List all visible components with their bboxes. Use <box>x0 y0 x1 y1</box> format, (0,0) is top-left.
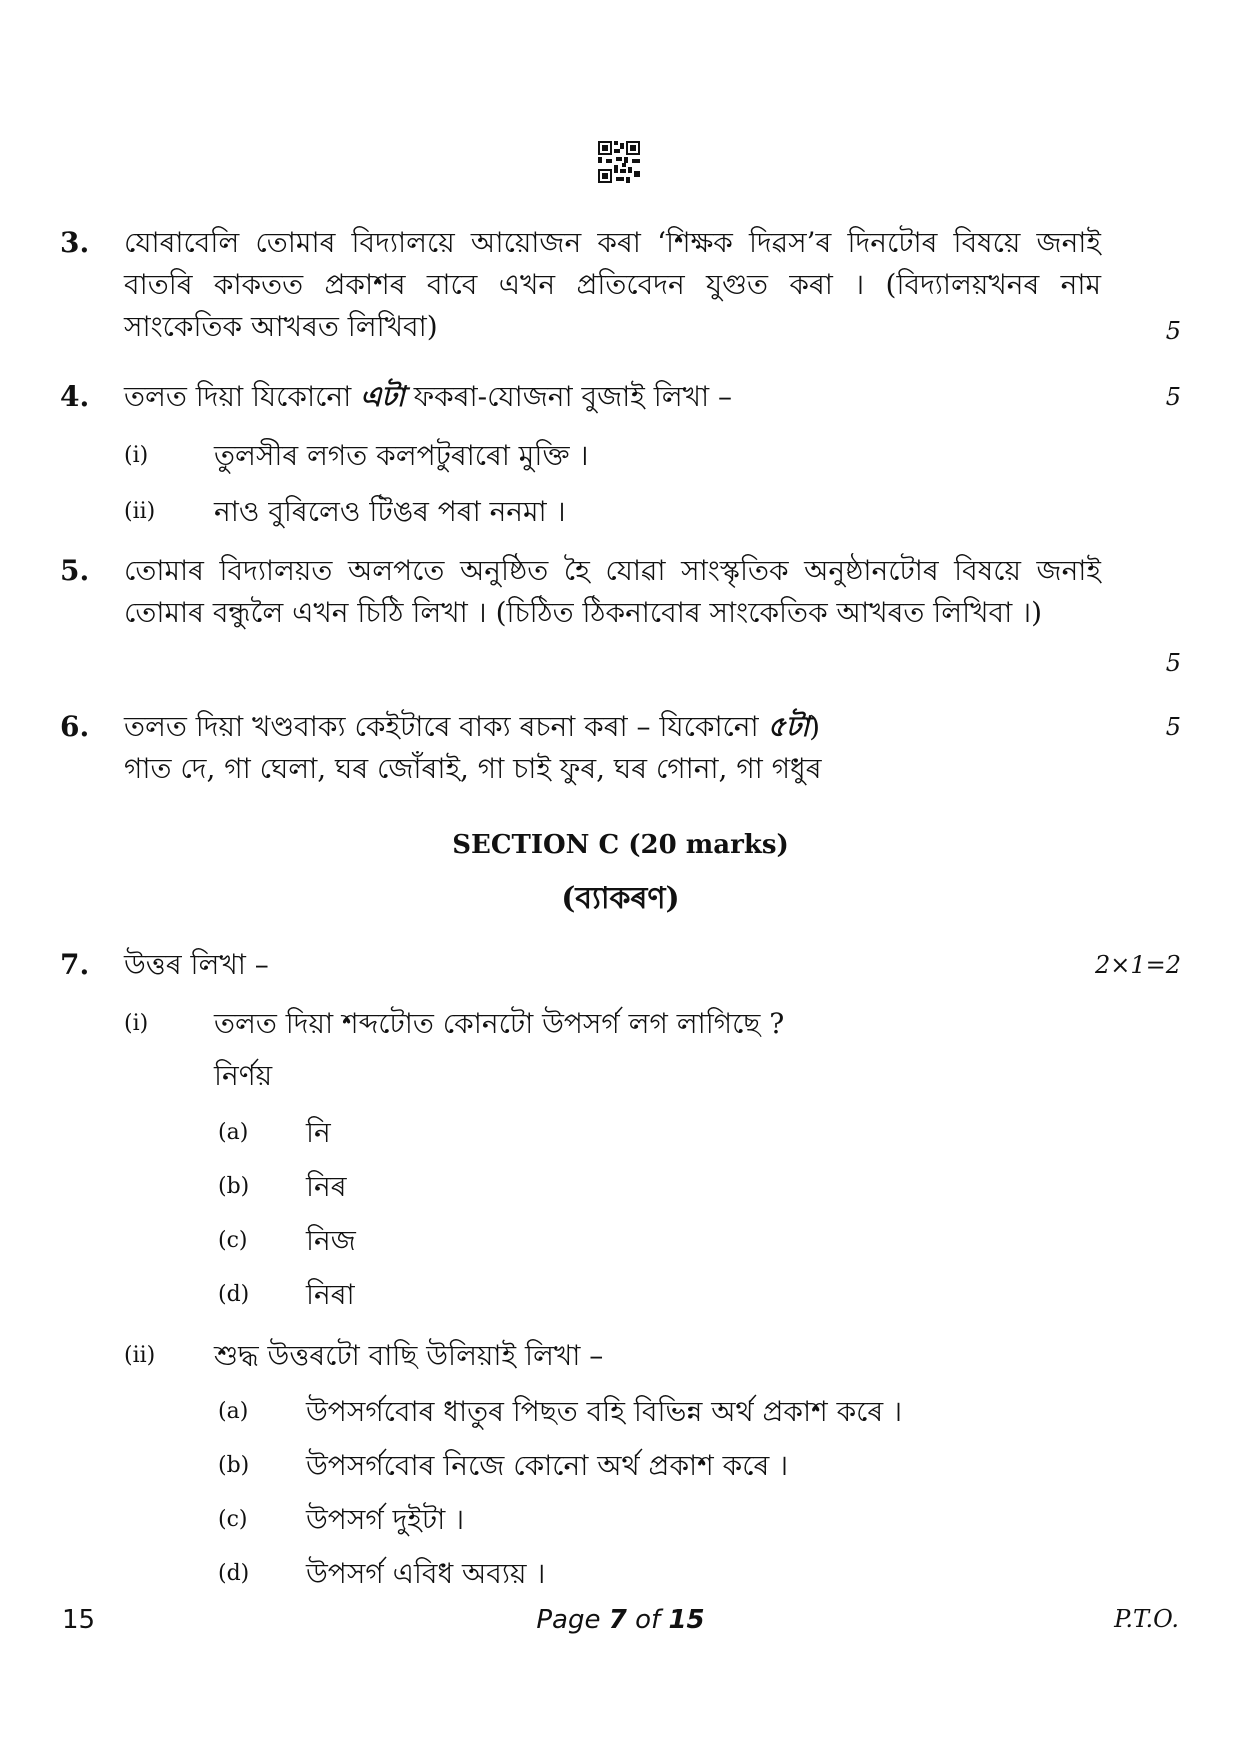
question-marks: 5 <box>1165 649 1181 677</box>
question-marks: 5 <box>1165 317 1181 345</box>
question-text: যোৰাবেলি তোমাৰ বিদ্যালয়ে আয়োজন কৰা ‘শিক্ষক দিৱস’ৰ দিনটোৰ বিষয়ে জনাই বাতৰি কাকতত প্ৰকাশৰ বাবে এখন প্ৰতিবেদন যুগুত কৰা । (বিদ্যালয়খনৰ নাম সাংকেতিক আখৰত লিখিবা) <box>124 226 1101 343</box>
question-number: 5. <box>60 554 90 587</box>
question-text: তলত দিয়া খণ্ডবাক্য কেইটাৰে বাক্য ৰচনা কৰা – যিকোনো ৫টা) <box>124 710 821 743</box>
section-subtitle: (ব্যাকৰণ) <box>561 881 680 916</box>
question-marks: 5 <box>1165 383 1181 411</box>
question-text: তলত দিয়া যিকোনো এটা ফকৰা-যোজনা বুজাই লিখা – <box>124 380 732 413</box>
phrase-list: গাত দে, গা ঘেলা, ঘৰ জোঁৰাই, গা চাই ফুৰ, ঘৰ গোনা, গা গধুৰ <box>124 752 822 785</box>
question-7 <box>60 944 1181 986</box>
qr-code <box>598 141 640 183</box>
pto-label: P.T.O. <box>1114 1605 1179 1633</box>
question-number: 7. <box>60 948 90 981</box>
question-3 <box>60 222 1181 348</box>
paper-code: 15 <box>62 1605 96 1635</box>
section-title: SECTION C (20 marks) <box>452 830 789 860</box>
question-number: 4. <box>60 380 90 413</box>
question-5 <box>60 550 1181 677</box>
question-marks: 5 <box>1165 713 1181 741</box>
page-number: Page 7 of 15 <box>536 1605 705 1635</box>
question-number: 3. <box>60 226 90 259</box>
question-text: তোমাৰ বিদ্যালয়ত অলপতে অনুষ্ঠিত হৈ যোৱা সাংস্কৃতিক অনুষ্ঠানটোৰ বিষয়ে জনাই তোমাৰ বন্ধুলৈ এখন চিঠি লিখা । (চিঠিত ঠিকনাবোৰ সাংকেতিক আখৰত লিখিবা ।) <box>124 554 1101 629</box>
question-number: 6. <box>60 710 90 743</box>
question-marks: 2×1=2 <box>1094 951 1181 979</box>
question-text: উত্তৰ লিখা – <box>124 948 269 981</box>
question-6 <box>60 706 1181 790</box>
question-4 <box>60 376 1181 418</box>
